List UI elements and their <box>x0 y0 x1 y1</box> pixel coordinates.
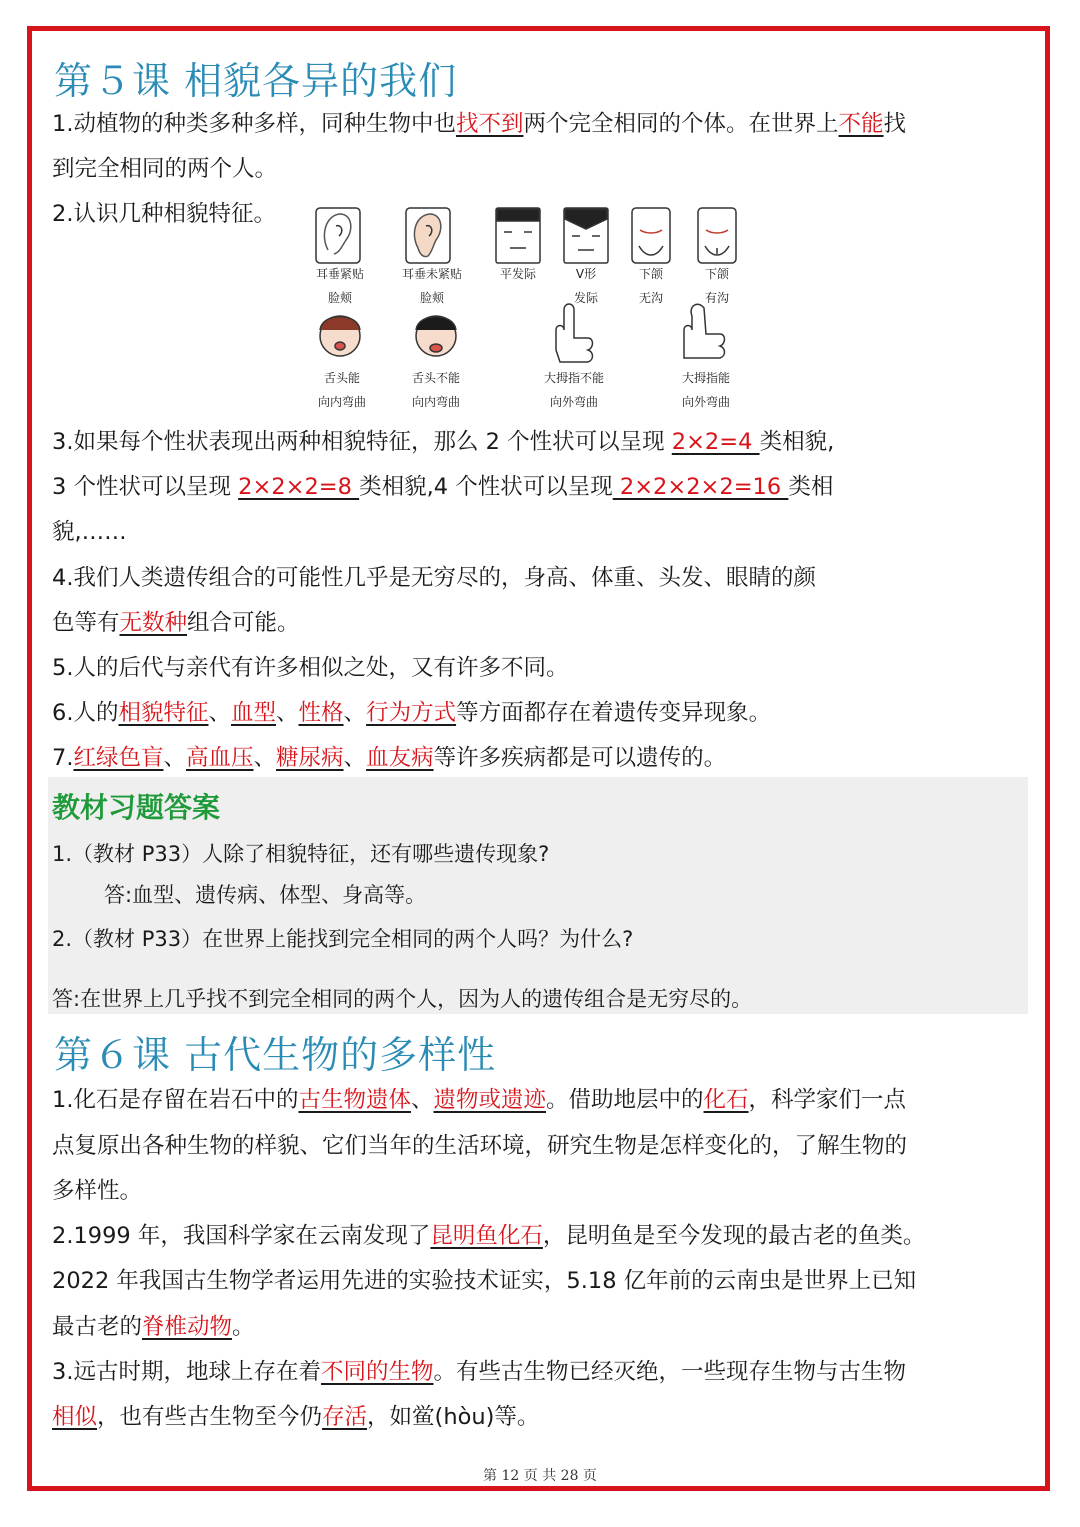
straight-hairline-icon <box>496 208 540 263</box>
answer-question-2: 2.（教材 P33）在世界上能找到完全相同的两个人吗？为什么? <box>52 927 634 951</box>
ear-attached-icon <box>316 208 360 263</box>
l5-point5: 5.人的后代与亲代有许多相似之处，又有许多不同。 <box>52 655 569 681</box>
l5-point3-line1: 3.如果每个性状表现出两种相貌特征，那么 2 个性状可以呈现 2×2=4 类相貌, <box>52 429 835 455</box>
lesson5-title: 第５课 相貌各异的我们 <box>54 59 458 103</box>
trait-label: 耳垂紧贴 脸颊 <box>315 267 364 305</box>
trait-label: 平发际 <box>499 267 536 281</box>
l5-point4-line1: 4.我们人类遗传组合的可能性几乎是无穷尽的，身高、体重、头发、眼睛的颜 <box>52 565 816 591</box>
answer-question-1: 1.（教材 P33）人除了相貌特征，还有哪些遗传现象? <box>52 842 550 866</box>
l6-point1-line3: 多样性。 <box>52 1178 143 1204</box>
l6-point2-line1: 2.1999 年，我国科学家在云南发现了昆明鱼化石，昆明鱼是至今发现的最古老的鱼类。 <box>52 1223 926 1249</box>
trait-label: 下颌 有沟 <box>704 267 729 305</box>
trait-label: 舌头能 向内弯曲 <box>317 371 366 409</box>
lesson6-title: 第６课 古代生物的多样性 <box>54 1033 497 1077</box>
trait-label: 大拇指能 向外弯曲 <box>681 371 730 409</box>
ear-free-icon <box>406 208 450 263</box>
l5-point1-line2: 到完全相同的两个人。 <box>52 156 278 182</box>
l6-point1-line1: 1.化石是存留在岩石中的古生物遗体、遗物或遗迹。借助地层中的化石，科学家们一点 <box>52 1087 907 1113</box>
trait-label: 耳垂未紧贴 脸颊 <box>401 267 462 305</box>
l5-point2: 2.认识几种相貌特征。 <box>52 201 276 227</box>
l5-point4-line2: 色等有无数种组合可能。 <box>52 610 300 636</box>
trait-illustrations <box>306 200 756 420</box>
l6-point3-line1: 3.远古时期，地球上存在着不同的生物。有些古生物已经灭绝，一些现存生物与古生物 <box>52 1359 906 1385</box>
thumb-no-bend-icon <box>556 304 593 362</box>
chin-no-cleft-icon <box>632 208 670 263</box>
trait-label: 下颌 无沟 <box>638 267 663 305</box>
thumb-bend-icon <box>684 304 725 358</box>
page-footer: 第 12 页 共 28 页 <box>483 1468 597 1484</box>
answers-title: 教材习题答案 <box>52 791 221 824</box>
l6-point1-line2: 点复原出各种生物的样貌、它们当年的生活环境，研究生物是怎样变化的，了解生物的 <box>52 1133 908 1159</box>
answer-2: 答:在世界上几乎找不到完全相同的两个人，因为人的遗传组合是无穷尽的。 <box>52 987 753 1011</box>
trait-label: V形 发际 <box>573 267 598 305</box>
l5-point3-line2: 3 个性状可以呈现 2×2×2=8 类相貌,4 个性状可以呈现 2×2×2×2=16 类相 <box>52 474 834 500</box>
trait-label: 大拇指不能 向外弯曲 <box>543 371 604 409</box>
l5-point7: 7.红绿色盲、高血压、糖尿病、血友病等许多疾病都是可以遗传的。 <box>52 745 727 771</box>
l5-point6: 6.人的相貌特征、血型、性格、行为方式等方面都存在着遗传变异现象。 <box>52 700 772 726</box>
tongue-no-roll-boy-icon <box>416 316 456 356</box>
tongue-roll-boy-icon <box>320 316 360 356</box>
l6-point2-line3: 最古老的脊椎动物。 <box>52 1314 255 1340</box>
l5-point1-line1: 1.动植物的种类多种多样，同种生物中也找不到两个完全相同的个体。在世界上不能找 <box>52 111 907 137</box>
answer-1: 答:血型、遗传病、体型、身高等。 <box>104 883 427 907</box>
widow-peak-icon <box>564 208 608 263</box>
l5-point3-line3: 貌,…… <box>52 519 127 545</box>
chin-cleft-icon <box>698 208 736 263</box>
l6-point2-line2: 2022 年我国古生物学者运用先进的实验技术证实，5.18 亿年前的云南虫是世界上已知 <box>52 1268 917 1294</box>
trait-label: 舌头不能 向内弯曲 <box>411 371 460 409</box>
l6-point3-line2: 相似，也有些古生物至今仍存活，如鲎(hòu)等。 <box>52 1404 540 1430</box>
